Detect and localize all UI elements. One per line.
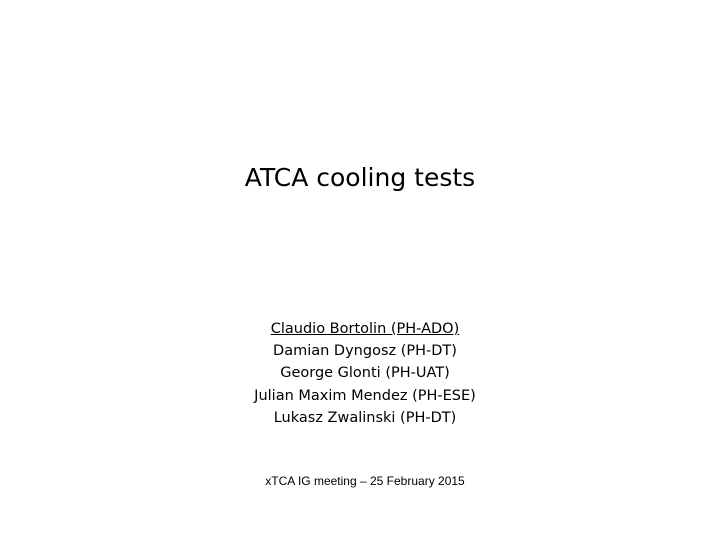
author-item: Damian Dyngosz (PH-DT) bbox=[273, 343, 457, 360]
author-item: Claudio Bortolin (PH-ADO) bbox=[270, 321, 460, 337]
author-item: Julian Maxim Mendez (PH-ESE) bbox=[254, 387, 476, 404]
author-list bbox=[0, 318, 720, 429]
author-item: Lukasz Zwalinski (PH-DT) bbox=[273, 409, 457, 426]
meeting-footer: xTCA IG meeting – 25 February 2015 bbox=[265, 474, 465, 488]
author-item: George Glonti (PH-UAT) bbox=[280, 365, 450, 382]
slide-title: ATCA cooling tests bbox=[244, 163, 476, 192]
